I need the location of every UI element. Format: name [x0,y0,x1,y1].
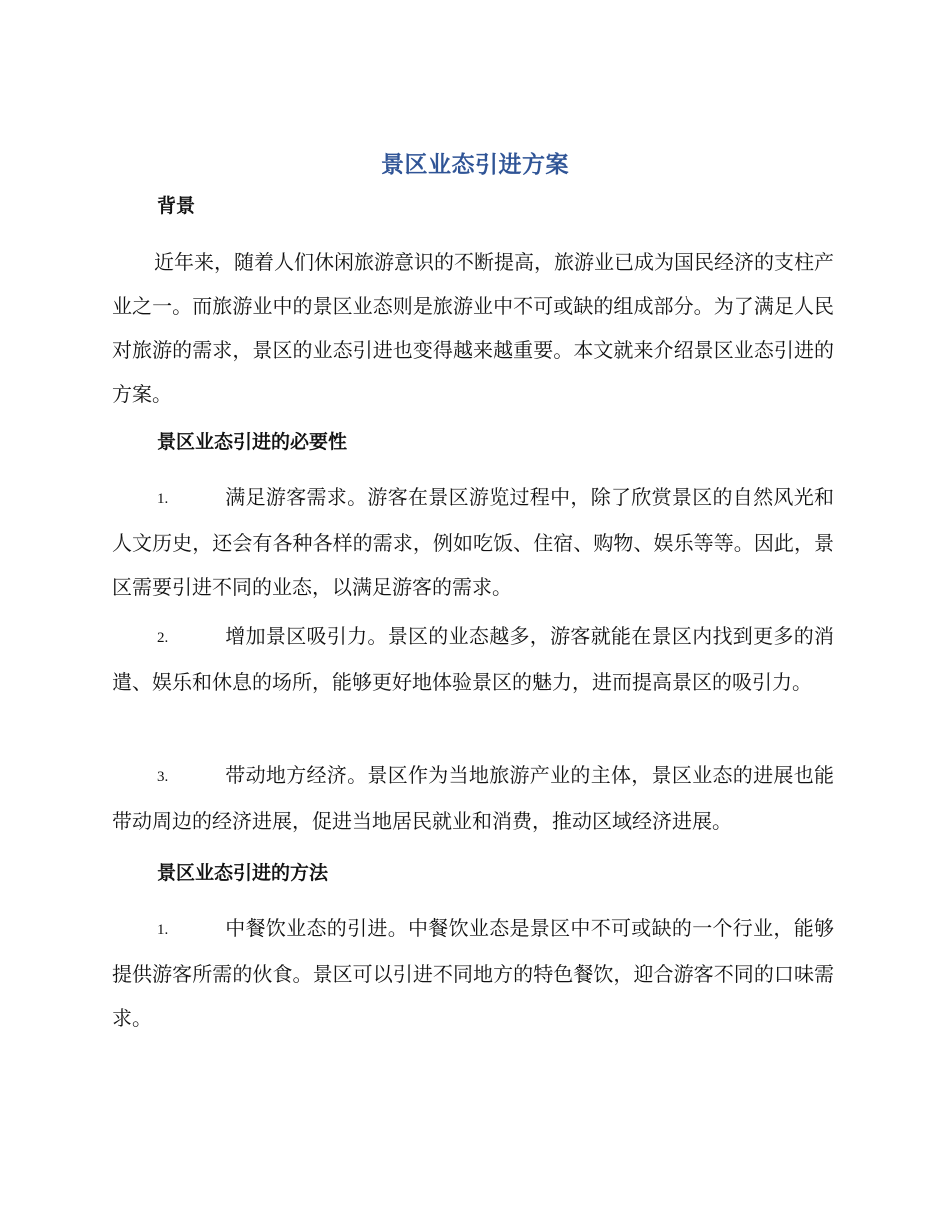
list-item-text: 满足游客需求。游客在景区游览过程中，除了欣赏景区的自然风光和人文历史，还会有各种各样的需求，例如吃饭、住宿、购物、娱乐等等。因此，景区需要引进不同的业态，以满足游客的需求。 [112,485,834,599]
list-number: 3. [157,769,169,785]
section-heading-background: 背景 [157,195,196,217]
necessity-item-2 [112,614,834,704]
section-heading-necessity: 景区业态引进的必要性 [157,431,348,453]
list-item-text: 中餐饮业态的引进。中餐饮业态是景区中不可或缺的一个行业，能够提供游客所需的伙食。景区可以引进不同地方的特色餐饮，迎合游客不同的口味需求。 [112,916,834,1030]
section-heading-methods: 景区业态引进的方法 [157,862,329,884]
background-paragraph: 近年来，随着人们休闲旅游意识的不断提高，旅游业已成为国民经济的支柱产业之一。而旅游业中的景区业态则是旅游业中不可或缺的组成部分。为了满足人民对旅游的需求，景区的业态引进也变得越来越重要。本文就来介绍景区业态引进的方案。 [112,250,834,406]
document-title: 景区业态引进方案 [381,152,569,178]
methods-item-1 [112,906,834,1040]
list-number: 2. [157,630,169,646]
list-item-text: 带动地方经济。景区作为当地旅游产业的主体，景区业态的进展也能带动周边的经济进展，促进当地居民就业和消费，推动区域经济进展。 [112,763,834,833]
necessity-item-1 [112,475,834,609]
list-item-text: 增加景区吸引力。景区的业态越多，游客就能在景区内找到更多的消遣、娱乐和休息的场所，能够更好地体验景区的魅力，进而提高景区的吸引力。 [112,624,834,694]
list-number: 1. [157,922,169,938]
list-number: 1. [157,491,169,507]
necessity-item-3 [112,753,834,843]
